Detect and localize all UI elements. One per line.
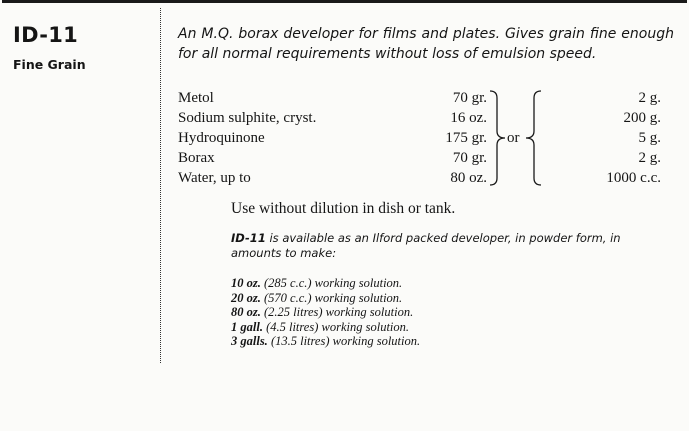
imperial-amount: 70 gr. bbox=[452, 150, 487, 166]
size-amount: 1 gall. bbox=[231, 319, 263, 334]
ingredient-name: Sodium sulphite, cryst. bbox=[178, 110, 317, 126]
list-item bbox=[231, 334, 420, 349]
intro-paragraph: An M.Q. borax developer for films and plates. Gives grain fine enough for all normal requirements without loss of emulsion speed. bbox=[178, 26, 674, 62]
metric-amount: 1000 c.c. bbox=[606, 170, 661, 186]
formula-subtitle: Fine Grain bbox=[13, 57, 86, 72]
availability-note bbox=[231, 231, 671, 261]
metric-amount: 2 g. bbox=[638, 150, 661, 166]
usage-instruction: Use without dilution in dish or tank. bbox=[231, 200, 456, 217]
size-amount: 3 galls. bbox=[231, 334, 268, 348]
formula-id: ID-11 bbox=[13, 23, 79, 47]
top-rule bbox=[2, 0, 687, 3]
dotted-column-divider bbox=[160, 8, 161, 363]
metric-amount: 2 g. bbox=[638, 90, 661, 106]
size-amount: 80 oz. bbox=[231, 305, 261, 319]
size-detail: (4.5 litres) working solution. bbox=[262, 319, 410, 334]
imperial-amount: 175 gr. bbox=[445, 130, 487, 146]
package-sizes-list bbox=[231, 276, 420, 349]
imperial-amount: 16 oz. bbox=[450, 110, 487, 126]
list-item bbox=[231, 276, 420, 291]
size-amount: 10 oz. bbox=[231, 276, 261, 290]
ingredient-name: Hydroquinone bbox=[178, 130, 265, 146]
ingredient-name: Water, up to bbox=[178, 170, 251, 186]
list-item bbox=[231, 291, 420, 306]
ingredient-name: Metol bbox=[178, 90, 214, 106]
right-brace-icon bbox=[488, 88, 508, 188]
size-amount: 20 oz. bbox=[231, 290, 261, 305]
imperial-amount: 80 oz. bbox=[450, 170, 487, 186]
left-brace-icon bbox=[523, 88, 543, 188]
size-detail: (13.5 litres) working solution. bbox=[267, 334, 421, 348]
availability-formula-name: ID-11 bbox=[231, 231, 266, 245]
ingredient-name: Borax bbox=[178, 150, 215, 166]
imperial-amount: 70 gr. bbox=[452, 90, 487, 106]
or-label: or bbox=[507, 130, 520, 146]
metric-amount: 5 g. bbox=[638, 130, 661, 146]
availability-text: is available as an Ilford packed developer, in powder form, in amounts to make: bbox=[231, 231, 621, 260]
list-item bbox=[231, 320, 420, 335]
size-detail: (285 c.c.) working solution. bbox=[260, 276, 403, 290]
metric-amount: 200 g. bbox=[623, 110, 661, 126]
list-item bbox=[231, 305, 420, 320]
size-detail: (570 c.c.) working solution. bbox=[260, 290, 403, 305]
size-detail: (2.25 litres) working solution. bbox=[260, 305, 414, 319]
